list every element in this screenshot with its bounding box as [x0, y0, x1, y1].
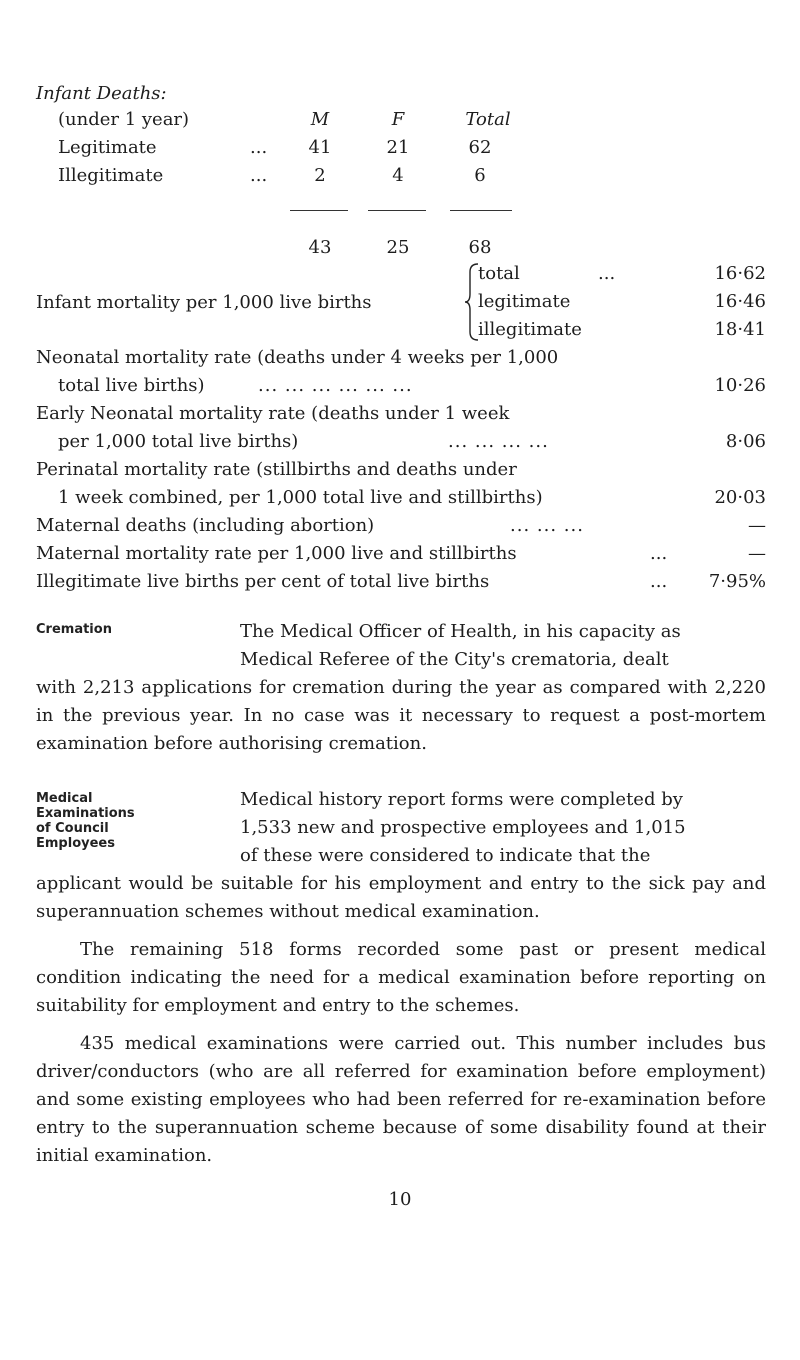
col-header-f: F: [391, 109, 405, 130]
medical-paragraph-2: The remaining 518 forms recorded some past or present medical condition indicating the need for a medical examination before reporting on suitability for employment and entry to the schemes.: [36, 939, 766, 1016]
page-number: 10: [388, 1189, 412, 1210]
rate-dots: ... ... ... ...: [448, 431, 549, 452]
rate-line2: per 1,000 total live births): [58, 431, 299, 452]
rate-line1: Perinatal mortality rate (stillbirths and deaths under: [36, 459, 517, 480]
rate-dots: ... ... ... ... ... ...: [258, 375, 413, 396]
rate-line1: Maternal deaths (including abortion): [36, 515, 375, 536]
medical-body: applicant would be suitable for his employment and entry to the sick pay and superannuation schemes without medical examination.: [36, 873, 766, 922]
medical-paragraph-3: 435 medical examinations were carried out. This number includes bus driver/conductors (who are all referred for examination before employment) and some existing employees who had been referred for re-examination before entry to the superannuation scheme because of some disability found at their initial examination.: [36, 1033, 766, 1166]
rate-value: 20·03: [714, 487, 766, 508]
medical-line1: Medical history report forms were completed by: [240, 789, 683, 810]
infant-deaths-title: Infant Deaths:: [36, 83, 167, 104]
rate-value: 8·06: [725, 431, 766, 452]
total-f: 25: [386, 237, 410, 258]
row-label: Illegitimate: [58, 165, 164, 186]
cremation-body: with 2,213 applications for cremation during the year as compared with 2,220 in the previous year. In no case was it necessary to request a post-mortem examination before authorising cremation.: [36, 677, 766, 754]
total-m: 43: [308, 237, 332, 258]
mortality-legitimate-value: 16·46: [714, 291, 766, 312]
rate-dots: ...: [650, 571, 668, 592]
row-f: 4: [392, 165, 404, 186]
row-m: 41: [308, 137, 332, 158]
cremation-line2: Medical Referee of the City's crematoria, dealt: [240, 649, 669, 670]
cremation-line1: The Medical Officer of Health, in his capacity as: [240, 621, 681, 642]
infant-deaths-subtitle: (under 1 year): [58, 109, 190, 130]
row-total: 62: [468, 137, 492, 158]
rate-dots: ... ... ...: [510, 515, 584, 536]
divider: [290, 210, 348, 211]
rate-line1: Maternal mortality rate per 1,000 live and stillbirths: [36, 543, 517, 564]
mortality-total-value: 16·62: [714, 263, 766, 284]
rate-line2: 1 week combined, per 1,000 total live and stillbirths): [58, 487, 543, 508]
row-f: 21: [386, 137, 410, 158]
rate-line1: Neonatal mortality rate (deaths under 4 weeks per 1,000: [36, 347, 559, 368]
mortality-total-label: total: [478, 263, 520, 284]
row-label: Legitimate: [58, 137, 157, 158]
rate-line1: Illegitimate live births per cent of total live births: [36, 571, 490, 592]
mortality-total-dots: ...: [598, 263, 616, 284]
medical-line3: of these were considered to indicate that the: [240, 845, 651, 866]
rate-dots: ...: [650, 543, 668, 564]
infant-mortality-label: Infant mortality per 1,000 live births: [36, 292, 372, 313]
rate-line2: total live births): [58, 375, 205, 396]
rate-value: 10·26: [714, 375, 766, 396]
medical-side-label-1: Medical: [36, 791, 93, 806]
rate-value: —: [748, 543, 766, 564]
total-total: 68: [468, 237, 492, 258]
divider: [368, 210, 426, 211]
medical-side-label-2: Examinations: [36, 806, 135, 821]
mortality-legitimate-label: legitimate: [478, 291, 571, 312]
medical-side-label-3: of Council: [36, 821, 109, 836]
rate-line1: Early Neonatal mortality rate (deaths under 1 week: [36, 403, 510, 424]
row-total: 6: [474, 165, 486, 186]
row-m: 2: [314, 165, 326, 186]
row-dots: ...: [250, 165, 268, 186]
rate-value: 7·95%: [708, 571, 766, 592]
col-header-m: M: [310, 109, 330, 130]
medical-side-label-4: Employees: [36, 836, 115, 851]
col-header-total: Total: [465, 109, 511, 130]
row-dots: ...: [250, 137, 268, 158]
rate-value: —: [748, 515, 766, 536]
medical-line2: 1,533 new and prospective employees and 1,015: [240, 817, 686, 838]
divider: [450, 210, 512, 211]
mortality-illegitimate-value: 18·41: [714, 319, 766, 340]
cremation-side-label: Cremation: [36, 622, 112, 637]
mortality-illegitimate-label: illegitimate: [478, 319, 582, 340]
